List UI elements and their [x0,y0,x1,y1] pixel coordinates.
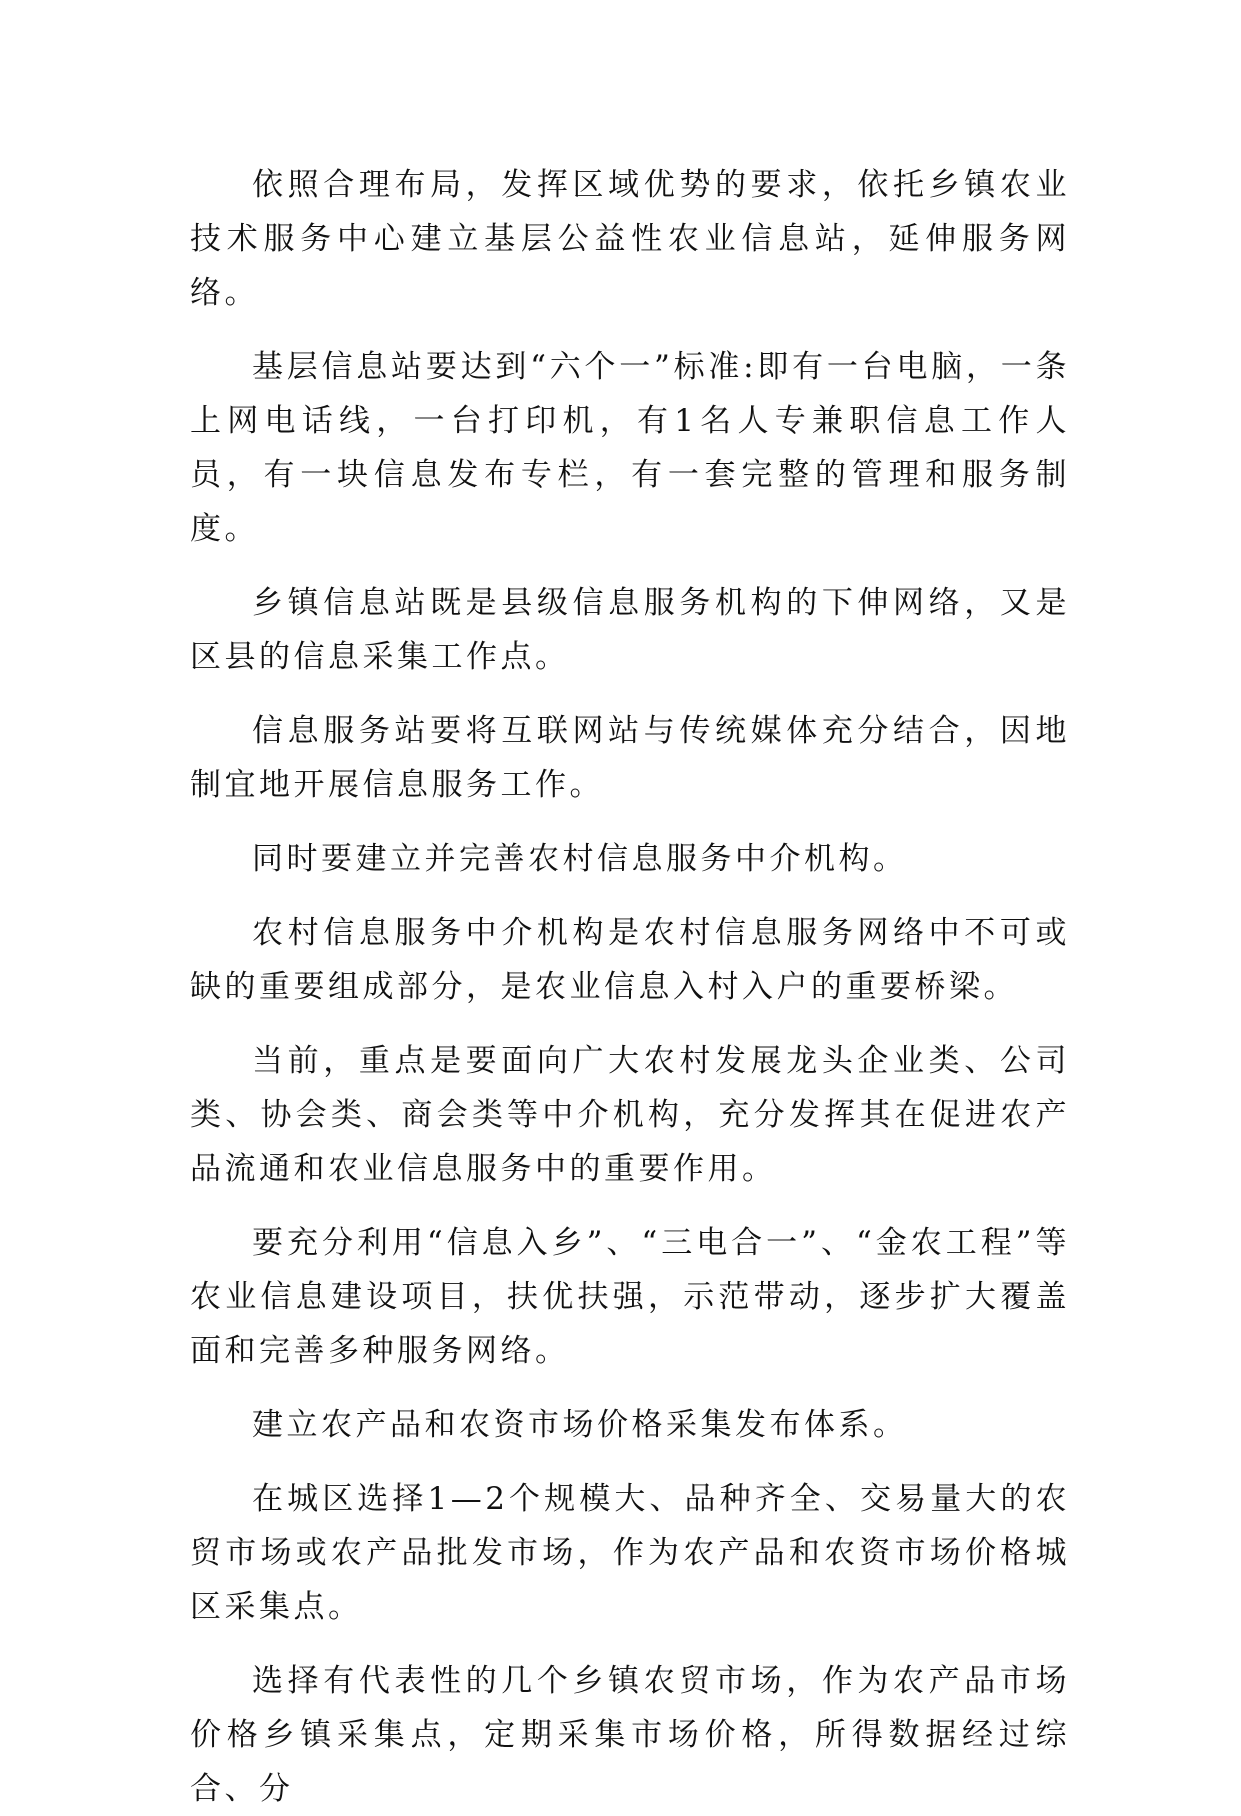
paragraph-1: 依照合理布局，发挥区域优势的要求，依托乡镇农业技术服务中心建立基层公益性农业信息站，延伸服务网络。 [190,167,1070,311]
paragraph-8: 要充分利用“信息入乡”、“三电合一”、“金农工程”等农业信息建设项目，扶优扶强，示范带动，逐步扩大覆盖面和完善多种服务网络。 [190,1225,1070,1369]
paragraph-5: 同时要建立并完善农村信息服务中介机构。 [252,841,908,877]
paragraph-9: 建立农产品和农资市场价格采集发布体系。 [252,1407,908,1443]
paragraph-2: 基层信息站要达到“六个一”标准:即有一台电脑，一条上网电话线，一台打印机，有1名人专兼职信息工作人员，有一块信息发布专栏，有一套完整的管理和服务制度。 [190,349,1070,547]
paragraph-7: 当前，重点是要面向广大农村发展龙头企业类、公司类、协会类、商会类等中介机构，充分发挥其在促进农产品流通和农业信息服务中的重要作用。 [190,1043,1070,1187]
paragraph-4: 信息服务站要将互联网站与传统媒体充分结合，因地制宜地开展信息服务工作。 [190,713,1070,803]
document-body [190,158,1070,1816]
paragraph-3: 乡镇信息站既是县级信息服务机构的下伸网络，又是区县的信息采集工作点。 [190,585,1070,675]
paragraph-11: 选择有代表性的几个乡镇农贸市场，作为农产品市场价格乡镇采集点，定期采集市场价格，所得数据经过综合、分 [190,1663,1070,1807]
paragraph-6: 农村信息服务中介机构是农村信息服务网络中不可或缺的重要组成部分，是农业信息入村入户的重要桥梁。 [190,915,1070,1005]
paragraph-10: 在城区选择1—2个规模大、品种齐全、交易量大的农贸市场或农产品批发市场，作为农产品和农资市场价格城区采集点。 [190,1481,1070,1625]
